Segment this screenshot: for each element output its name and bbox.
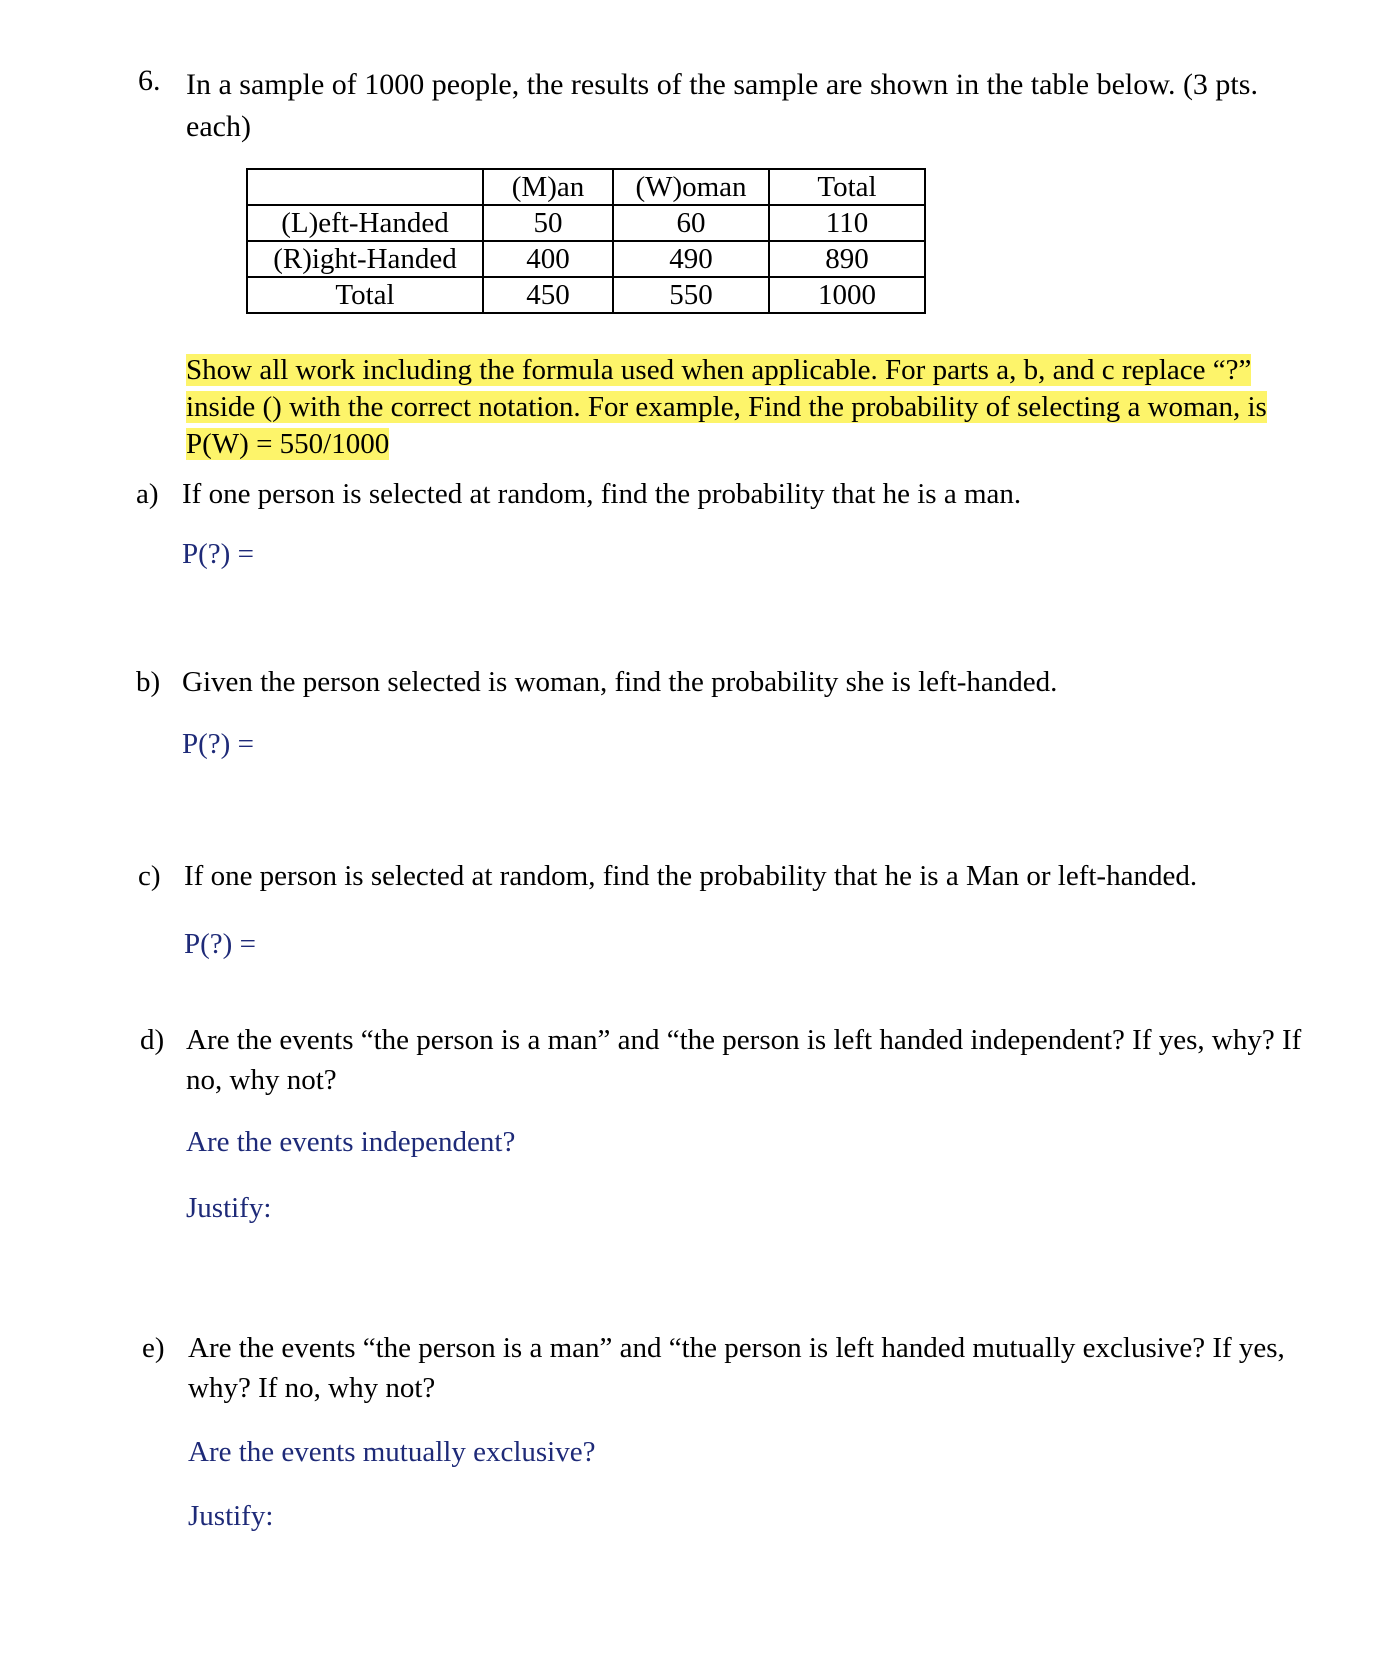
part-d-text: Are the events “the person is a man” and “the person is left handed independent? If yes, why? If no, why not? bbox=[186, 1024, 1302, 1096]
question-number: 6. bbox=[138, 64, 161, 97]
part-c bbox=[138, 856, 1358, 900]
table-row bbox=[247, 241, 925, 277]
table-row-label: (L)eft-Handed bbox=[247, 205, 483, 241]
part-b-text: Given the person selected is woman, find the probability she is left-handed. bbox=[182, 666, 1058, 698]
part-c-letter: c) bbox=[138, 860, 161, 892]
table-header-cell bbox=[247, 169, 483, 205]
table-row-label: (R)ight-Handed bbox=[247, 241, 483, 277]
table-header-cell: (M)an bbox=[483, 169, 613, 205]
part-b-letter: b) bbox=[136, 666, 161, 698]
part-d-letter: d) bbox=[140, 1024, 165, 1056]
table-row bbox=[247, 205, 925, 241]
contingency-table bbox=[246, 168, 926, 314]
instructions bbox=[186, 352, 1276, 463]
part-c-text: If one person is selected at random, find the probability that he is a Man or left-handed. bbox=[184, 860, 1198, 892]
table-cell: 450 bbox=[483, 277, 613, 313]
part-a-text: If one person is selected at random, find the probability that he is a man. bbox=[182, 478, 1022, 510]
table-cell: 550 bbox=[613, 277, 769, 313]
part-b-answer-label: P(?) = bbox=[182, 728, 254, 760]
part-e bbox=[142, 1328, 1362, 1412]
part-e-text: Are the events “the person is a man” and “the person is left handed mutually exclusive? If yes, why? If no, why not? bbox=[188, 1332, 1285, 1404]
table-cell: 890 bbox=[769, 241, 925, 277]
part-d bbox=[140, 1020, 1360, 1104]
part-a bbox=[136, 474, 1336, 518]
table-header-cell: Total bbox=[769, 169, 925, 205]
part-c-answer-label: P(?) = bbox=[184, 928, 256, 960]
table-header-cell: (W)oman bbox=[613, 169, 769, 205]
part-a-answer-label: P(?) = bbox=[182, 538, 254, 570]
part-d-justify-label: Justify: bbox=[186, 1192, 272, 1224]
question-text: In a sample of 1000 people, the results of the sample are shown in the table below. (3 pts. each) bbox=[186, 68, 1258, 143]
part-e-letter: e) bbox=[142, 1332, 165, 1364]
table-cell: 110 bbox=[769, 205, 925, 241]
part-d-prompt: Are the events independent? bbox=[186, 1126, 516, 1158]
table-row-label: Total bbox=[247, 277, 483, 313]
part-e-prompt: Are the events mutually exclusive? bbox=[188, 1436, 596, 1468]
highlighted-instructions: Show all work including the formula used when applicable. For parts a, b, and c replace “?” inside () with the correct notation. For example, Find the probability of selecting a woman, is P(W) = 550/1000 bbox=[186, 354, 1267, 460]
table-cell: 50 bbox=[483, 205, 613, 241]
table-cell: 400 bbox=[483, 241, 613, 277]
table-row bbox=[247, 277, 925, 313]
part-a-letter: a) bbox=[136, 478, 159, 510]
table-cell: 490 bbox=[613, 241, 769, 277]
table-header-row bbox=[247, 169, 925, 205]
part-e-justify-label: Justify: bbox=[188, 1500, 274, 1532]
table-cell: 60 bbox=[613, 205, 769, 241]
part-b bbox=[136, 662, 1336, 706]
table-cell: 1000 bbox=[769, 277, 925, 313]
